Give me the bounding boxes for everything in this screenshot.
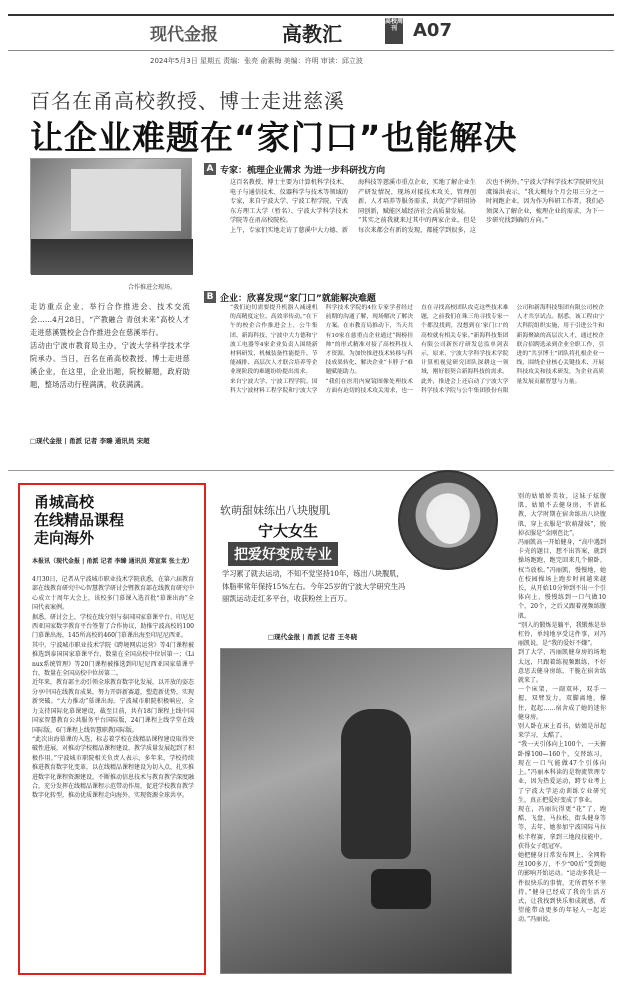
feature-title: 宁大女生 xyxy=(258,522,319,540)
main-lead: 走访重点企业、举行合作推进会、技术交流会……4月28日，“产教融合 青创未来”高校人才走进慈溪暨校企合作推进会在慈溪举行。 活动由宁波市教育局主办，宁波大学科学技术学院承办。当日，百名在甬高校教授、博士走进慈溪企业，在这里，企业出题，院校解题，政府助题，整场活动行程满满，收获满满。 xyxy=(30,302,190,389)
dumbbell-shape xyxy=(371,869,431,909)
feature-side-text: 别的姑娘娇美妆，这妹子炫腹肌。姑娘不去健身房，不请私教，大学时期在宿舍练出八块腹肌，穿上衣服是“软萌甜妹”，脱掉衣服是“金刚芭比”。 冯丽凯高一开始健身，“高中遇到卡壳的题目，想不出答案，就到操场跑跑，跑完回来几个俯卧，权当放松。”冯丽凯，慢慢地，她在校园操场上跑步时间越来越长，从开始10分钟到不出一个引体向上，慢慢练到一口气做10个，20个，之后又跟着视频练腹肌。 “别人的锻炼是躺平，我锻炼是举杠铃，单纯地享受这件事，对冯丽凯说，是“我的爱好不嫌”。 到了大学，冯丽凯健身房的场地太远，只跟着练视频跟练，不好意思去健身房练，干脆在宿舍练就来了。 一个床架，一副双环，双手一握，双臂发力，双脚离地，撑住，起起……宿舍成了她的迷你健身房。 别人卧在床上看书，姑娘是吊起来学习，太酷了。 “我一天引体向上100个，一天俯卧撑100—160个，交替练习，现在一口气能做47个引体向上。”冯丽本科读的是物流管理专业，因为热爱运动，跨专业考上了宁波大学运动训练专业研究生，真正把爱好变成了事业。 现在，冯丽玩得更“花”了，跑酷、飞盘、马拉松、街头健身等等，去年，她参加宁波国际马拉松半程赛，拿到三地段技能中，获得女子组冠军。 她把健身日常发布网上，全网粉丝100多万，不少“00后”受到她的影响开始运动。“运动多我是一件很快乐的事情，无所谓坚不坚持。”健身已经成了我的生活方式，让我找到快乐和成就感，希望能带动更多的年轻人一起运动。”冯丽说。 xyxy=(518,493,606,924)
dateline: 2024年5月3日 星期五 责编：张亮 俞素梅 美编：许明 审读：邱立波 xyxy=(150,57,363,65)
masthead-top-rule xyxy=(8,14,614,16)
masthead-badge: 高校周刊 xyxy=(385,18,403,44)
section-a-tag: A xyxy=(204,163,216,175)
section-b-title: 企业：欣喜发现“家门口”就能解决难题 xyxy=(220,294,376,304)
feature-banner: 把爱好变成专业 xyxy=(228,542,338,566)
main-headline: 让企业难题在“家门口”也能解决 xyxy=(30,118,518,157)
masthead-bottom-rule xyxy=(8,50,614,51)
gym-photo xyxy=(220,648,512,974)
portrait-face xyxy=(432,500,468,544)
feature-byline: □现代金报 | 甬派 记者 王冬晓 xyxy=(268,633,358,641)
feature-intro: 学习累了就去运动，不知不觉坚持10年，练出八块腹肌，体脂率常年保持15%左右。今年25岁的宁波大学研究生冯丽凯运动走红多平台，收获粉丝上百万。 xyxy=(222,569,406,603)
boxed-story-title: 甬城高校 在线精品课程 走向海外 xyxy=(34,493,125,547)
section-b-text: “我们迫切需要提升机器人减速机的高精度定位、高效率传动。”在下午的校企合作推进会上，公牛集团、新海科技、宁波中大力德和宁波工电器等4家企业负责人围绕新材料研发、机械装备性能提升、节能减排、高层次人才联合培养等企业现阶段的难题纷纷提出需求。 来自宁波大学、宁波工程学院、国科大宁波材料工程学院和宁波大学科学技术学院的4位专家学者经过前期的沟通了解，现场解决了解决方案。在市教育局推动下，当天共有10家在慈重点企业通过“揭榜挂帅”的形式精准对接了高校科技人才资源，为加快推进技术转移与科技成果转化、解决企业“卡脖子”难题赋能助力。 “我们在医用内窥镜图像处理技术方面有迫切的技术攻关需求，也一直在寻找高校团队攻克这些技术难题，之前我们在珠三角寻找专家一个都没找到，没想到在‘家门口’的高校就有相关专家。”新海科技集团有限公司新医疗研发总监单剑表示，原来，宁波大学科学技术学院计算机视觉研究团队深耕这一领域，刚好很契合新海科技的需求。 此外，推进会上还启动了宁波大学科学技术学院与公牛集团股份有限公司和新海科技集团有限公司校企人才共享试点。据悉，该工程由宁大科院组织实施，用于引进公牛和新海聚缺的高层次人才，通过校企联合招聘选录到企业全职工作，引进的“共享博士”团队将扎根企业一线，围绕企业核心关键技术、开展科技攻关和技术研发，为企业高质量发展贡献智慧与力量。 xyxy=(230,305,604,394)
section-a-text: 这百名教授、博士主要为计算机科学技术、电子与通信技术、仪器科学与技术等领域的专家，来自宁波大学、宁波工程学院、宁波东方理工大学（暂名）、宁波大学科学技术学院等在甬高校院校。 上午，专家们实地走访了慈溪中大力德、新海科技等慈溪市重点企业，实地了解企业生产研发情况，现场对接技术攻关，管理创新、人才培养等服务需求，共促产学研用协同创新，赋能区域经济社会高质量发展。 “其实之前我就来过其中的两家企业，但是每次来都会有新的发现，都能学到很多，这次也不例外。”宁波大学科学技术学院研究员虞锦洪表示，“我大概每个月会用三分之一时间跑企业，因为作为科研工作者，我们必须深入了解企业，梳理企业的需求，为下一步研究找到确的方向。” xyxy=(230,179,604,234)
boxed-story-text: 4月30日，记者从宁波城市职业技术学院获悉，在第六届教育部在线教育研究中心智慧教学研讨会暨教育部在线教育研究中心成立十周年大会上，该校多门慕课入选首批“慕课出海”全国代表案例。 据悉，研讨会上，学校在线分别与泰国国家慕课平台、印尼尼西亚国家数字教育平台签署了合作协议，助推宁波高校的100门慕课出海，145所高校的460门慕课出海至印尼尼西亚。 其中，宁波城市职业技术学院《跨境网店运营》等4门课程被推选到泰国国家慕课平台，数量在全国高校中位居第一；《Linux系统管理》等20门课程被推选到印尼尼西亚国家慕课平台，数量在全国高校中位居第二。 近年来，教育部主动引领全球教育数字化发展，以开放的姿态分享中国在线教育成果，努力开辟新赛道，塑造新优势，实现新突破。“大力推动”慕课出海。宁波城市职院积极响应，全力支持国际化慕课建设，截至目前，共有18门课程上线中国国家智慧教育公共服务平台国际版，24门课程上线学堂在线国际版，6门课程上线智慧职教国际版。 “此次出海慕课的入选，标志着学校在线精品课程建设取得突破性进展，对推动学校精品课程建设、教学质量发展起到了积极作用。”宁波城市职院相关负责人表示，多年来，学校持续推进教育数字化变革，以在线精品课程建设为切入点，扎实推进数字化课程资源建设，不断推动信息技术与教育教学深度融合，充分发挥在线精品课程示范带动作用，促进学校教育教学数字化转型，推动优质课程走向海外，实现资源全球共享。 xyxy=(32,576,194,800)
section-a-header xyxy=(204,158,604,177)
photo-caption: 合作推进会现场。 xyxy=(128,284,177,291)
page-number: A07 xyxy=(413,20,452,41)
audience-silhouettes xyxy=(31,239,193,275)
main-subhead: 百名在甬高校教授、博士走进慈溪 xyxy=(30,89,345,113)
athlete-silhouette xyxy=(341,709,411,859)
main-byline: □现代金报 | 甬派 记者 李臻 通讯员 宋超 xyxy=(30,437,150,445)
section-b-tag: B xyxy=(204,291,216,303)
section-a-title: 专家：梳理企业需求 为进一步科研找方向 xyxy=(220,166,386,176)
section-b-header xyxy=(204,286,604,305)
feature-subtitle: 软萌甜妹练出八块腹肌 xyxy=(220,504,330,517)
boxed-story xyxy=(18,483,206,975)
masthead-brand: 现代金报 xyxy=(150,25,218,45)
boxed-story-byline: 本报讯（现代金报 | 甬派 记者 李臻 通讯员 郑宣棠 张士龙） xyxy=(32,558,193,565)
masthead-section: 高教汇 xyxy=(282,22,342,46)
section-divider xyxy=(8,470,614,471)
portrait-photo xyxy=(398,470,498,570)
projection-screen xyxy=(71,169,181,231)
meeting-photo xyxy=(30,158,192,274)
